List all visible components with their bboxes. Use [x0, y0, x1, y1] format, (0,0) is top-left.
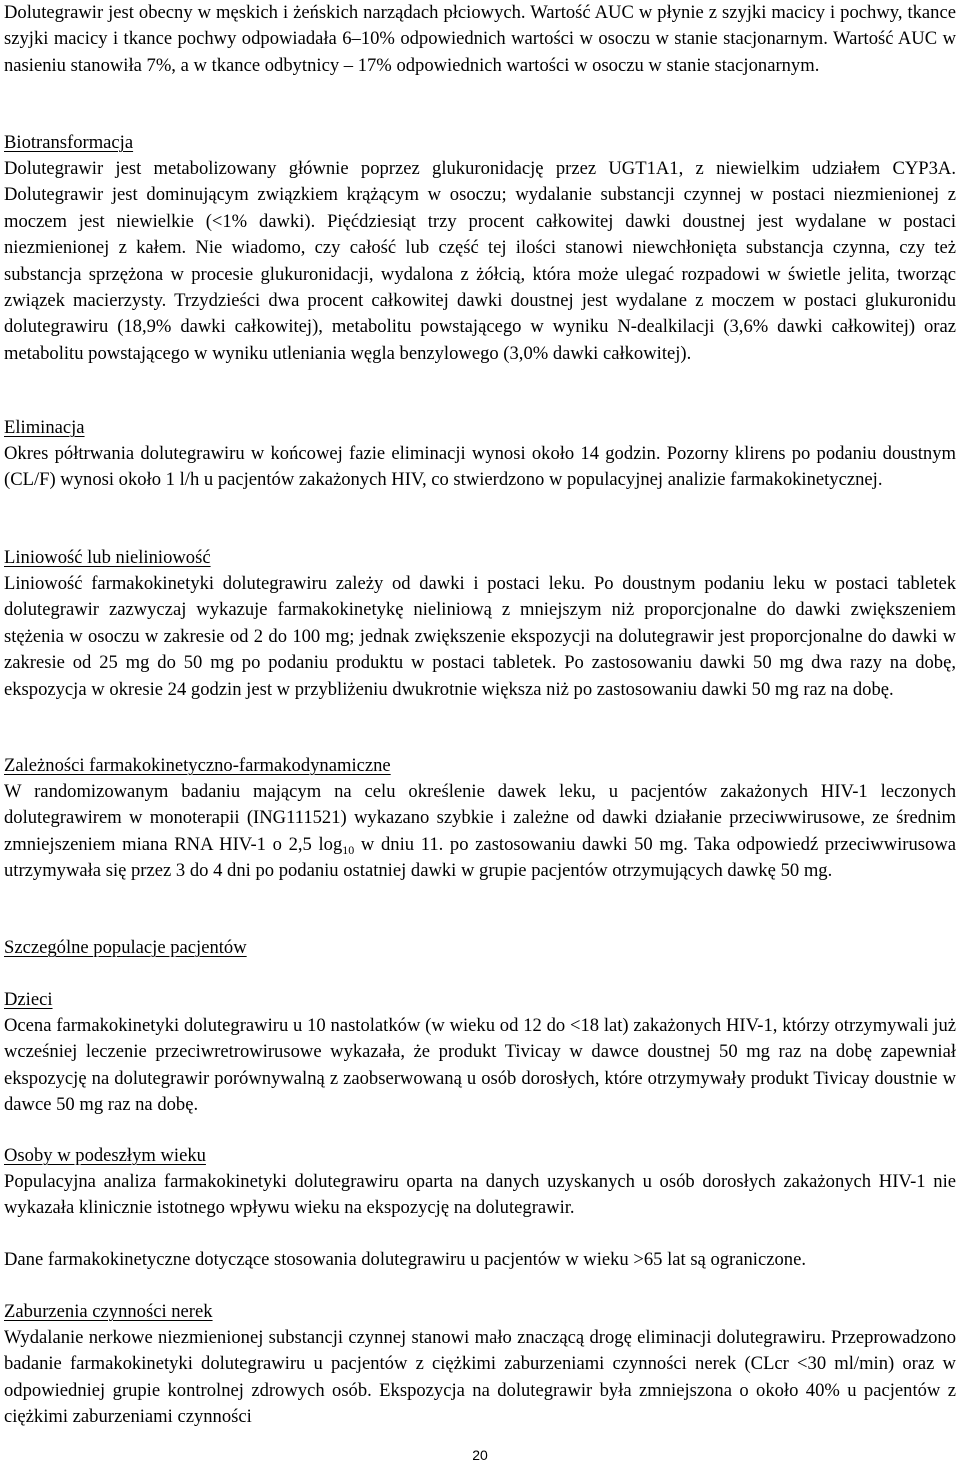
- elderly-paragraph-1: Populacyjna analiza farmakokinetyki dolutegrawiru oparta na danych uzyskanych u osób dorosłych zakażonych HIV-1 nie wykazała klinicznie istotnego wpływu wieku na ekspozycję na dolutegrawir.: [4, 1171, 956, 1219]
- pkpd-text-before: W randomizowanym badaniu mającym na celu określenie dawek leku, u pacjentów zakażonych HIV-1 leczonych dolutegrawirem w monoterapii (ING111521) wykazano szybkie i zależne od dawki działanie przeciwwirusowe, ze średnim zmniejszeniem miana RNA HIV-1 o 2,5 log: [4, 781, 956, 855]
- renal-paragraph: Wydalanie nerkowe niezmienionej substancji czynnej stanowi mało znaczącą drogę eliminacji dolutegrawiru. Przeprowadzono badanie farmakokinetyki dolutegrawiru u pacjentów z ciężkimi zaburzeniami czynności nerek (CLcr <30 ml/min) oraz w odpowiedniej grupie kontrolnej zdrowych osób. Ekspozycja na dolutegrawir była zmniejszona o około 40% u pacjentów z ciężkimi zaburzeniami czynności: [4, 1327, 956, 1428]
- linearity-heading: Liniowość lub nieliniowość: [4, 547, 211, 568]
- pkpd-subscript: 10: [342, 842, 355, 857]
- elimination-paragraph: Okres półtrwania dolutegrawiru w końcowej fazie eliminacji wynosi około 14 godzin. Pozorny klirens po podaniu doustnym (CL/F) wynosi około 1 l/h u pacjentów zakażonych HIV, co stwierdzono w populacyjnej analizie farmakokinetycznej.: [4, 443, 956, 491]
- biotransformation-paragraph: Dolutegrawir jest metabolizowany głównie poprzez glukuronidację przez UGT1A1, z niewielkim udziałem CYP3A. Dolutegrawir jest dominującym związkiem krążącym w osoczu; wydalanie substancji czynnej w postaci niezmienionej z moczem jest niewielkie (<1% dawki). Pięćdziesiąt trzy procent całkowitej dawki doustnej jest wydalane w postaci niezmienionej z kałem. Nie wiadomo, czy całość lub część tej ilości stanowi niewchłonięta substancja czynna, czy też substancja sprzężona w procesie glukuronidacji, wydalona z żółcią, która może ulegać rozpadowi w świetle jelita, tworząc związek macierzysty. Trzydzieści dwa procent całkowitej dawki doustnej jest wydalane z moczem w postaci glukuronidu dolutegrawiru (18,9% dawki całkowitej), metabolitu powstającego w wyniku N-dealkilacji (3,6% dawki całkowitej) oraz metabolitu powstającego w wyniku utleniania węgla benzylowego (3,0% dawki całkowitej).: [4, 158, 956, 364]
- pkpd-text-after: w dniu 11. po zastosowaniu dawki 50 mg. Taka odpowiedź przeciwwirusowa utrzymywała się przez 3 do 4 dni po podaniu ostatniej dawki w grupie pacjentów otrzymujących dawkę 50 mg.: [4, 833, 956, 882]
- biotransformation-heading: Biotransformacja: [4, 132, 134, 153]
- pkpd-heading: Zależności farmakokinetyczno-farmakodynamiczne: [4, 755, 391, 776]
- elimination-heading: Eliminacja: [4, 417, 85, 438]
- pkpd-paragraph: [4, 779, 956, 885]
- renal-heading: Zaburzenia czynności nerek: [4, 1301, 213, 1322]
- special-populations-heading: Szczególne populacje pacjentów: [4, 937, 247, 958]
- intro-paragraph: Dolutegrawir jest obecny w męskich i żeńskich narządach płciowych. Wartość AUC w płynie z szyjki macicy i pochwy, tkance szyjki macicy i tkance pochwy odpowiadała 6–10% odpowiednich wartości w osoczu w stanie stacjonarnym. Wartość AUC w nasieniu stanowiła 7%, a w tkance odbytnicy – 17% odpowiednich wartości w osoczu w stanie stacjonarnym.: [4, 2, 956, 76]
- elderly-paragraph-2: Dane farmakokinetyczne dotyczące stosowania dolutegrawiru u pacjentów w wieku >65 lat są ograniczone.: [4, 1249, 806, 1270]
- elderly-heading: Osoby w podeszłym wieku: [4, 1145, 206, 1166]
- children-heading: Dzieci: [4, 989, 53, 1010]
- linearity-paragraph: Liniowość farmakokinetyki dolutegrawiru zależy od dawki i postaci leku. Po doustnym podaniu leku w postaci tabletek dolutegrawir zazwyczaj wykazuje farmakokinetykę nieliniową z mniejszym niż proporcjonalne do dawki zwiększeniem stężenia w osoczu w zakresie od 2 do 100 mg; jednak zwiększenie ekspozycji na dolutegrawir jest proporcjonalne do dawki w zakresie od 25 mg do 50 mg po podaniu produktu w postaci tabletek. Po zastosowaniu dawki 50 mg dwa razy na dobę, ekspozycja w okresie 24 godzin jest w przybliżeniu dwukrotnie większa niż po zastosowaniu dawki 50 mg raz na dobę.: [4, 573, 956, 700]
- page-number: 20: [472, 1447, 488, 1463]
- children-paragraph: Ocena farmakokinetyki dolutegrawiru u 10 nastolatków (w wieku od 12 do <18 lat) zakażonych HIV-1, którzy otrzymywali już wcześniej leczenie przeciwretrowirusowe wykazała, że produkt Tivicay w dawce doustnej 50 mg raz na dobę zapewniał ekspozycję na dolutegrawir porównywalną z zaobserwowaną u osób dorosłych, które otrzymywały produkt Tivicay doustnie w dawce 50 mg raz na dobę.: [4, 1015, 956, 1116]
